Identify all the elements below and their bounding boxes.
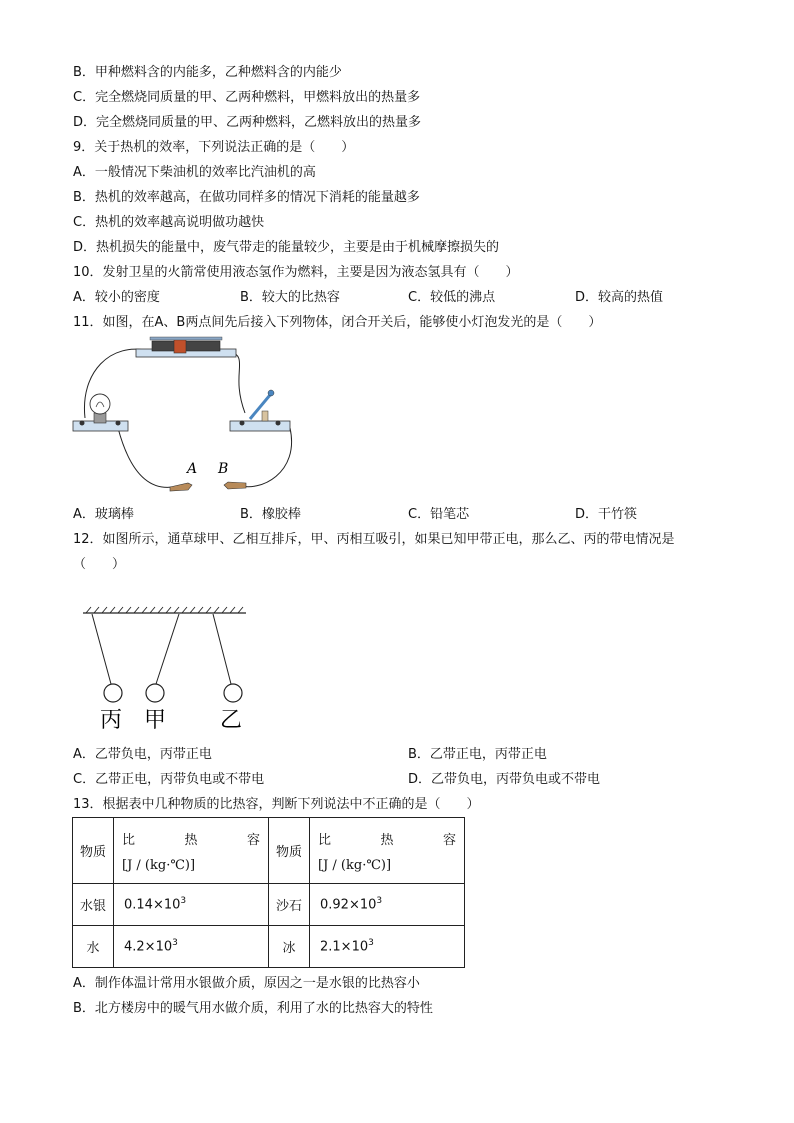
table-row: [73, 884, 465, 926]
value-cell: $0.92\times 10^3$: [310, 884, 465, 926]
q12-option-a: A．乙带负电，丙带正电: [73, 747, 212, 762]
header-material-2: 物质: [269, 818, 310, 884]
wire-bottom-right: [238, 428, 292, 487]
unit-label-2: [J / (kg·℃)]: [318, 857, 392, 873]
bulb-glass: [90, 394, 110, 414]
unit-label-1: [J / (kg·℃)]: [122, 857, 196, 873]
q12-option-c: C．乙带正电，丙带负电或不带电: [73, 772, 265, 787]
q8-option-d: D．完全燃烧同质量的甲、乙两种燃料，乙燃料放出的热量多: [73, 115, 422, 130]
header-material-1: 物质: [73, 818, 114, 884]
switch-terminal-left: [240, 421, 245, 426]
q11-option-c: C．铅笔芯: [408, 507, 470, 522]
switch-board: [230, 421, 290, 431]
pith-balls-diagram: [78, 605, 248, 735]
table-header-row: [73, 818, 465, 884]
q10-stem: 10．发射卫星的火箭常使用液态氢作为燃料，主要是因为液态氢具有（ ）: [73, 265, 519, 280]
q10-option-c: C．较低的沸点: [408, 290, 496, 305]
material-cell: 沙石: [269, 884, 310, 926]
q11-option-b: B．橡胶棒: [240, 507, 301, 522]
q9-option-c: C．热机的效率越高说明做功越快: [73, 215, 265, 230]
ball-yi: [224, 684, 242, 702]
wire-top-right: [230, 351, 245, 413]
switch-knob: [268, 390, 274, 396]
q11-stem: 11．如图，在A、B两点间先后接入下列物体，闭合开关后，能够使小灯泡发光的是（ ）: [73, 315, 602, 330]
ball-jia: [146, 684, 164, 702]
header-specific-heat-2: 比 热 容 [J / (kg·℃)]: [310, 818, 465, 884]
table-row: [73, 926, 465, 968]
q9-stem: 9．关于热机的效率，下列说法正确的是（ ）: [73, 140, 355, 155]
q13-option-b: B．北方楼房中的暖气用水做介质，利用了水的比热容大的特性: [73, 1001, 433, 1016]
q12-option-d: D．乙带负电，丙带负电或不带电: [408, 772, 601, 787]
wire-bottom-left: [118, 428, 178, 487]
q13-option-a: A．制作体温计常用水银做介质，原因之一是水银的比热容小: [73, 976, 420, 991]
thread-jia: [156, 614, 179, 684]
rheostat-slider: [174, 339, 186, 353]
q11-option-d: D．干竹筷: [575, 507, 638, 522]
label-b: B: [218, 461, 229, 477]
bulb-terminal-left: [80, 421, 85, 426]
circuit-diagram: [70, 333, 310, 503]
label-a: A: [187, 461, 198, 477]
rheostat-rod: [150, 337, 222, 340]
value-cell: $4.2\times 10^3$: [114, 926, 269, 968]
bulb-socket: [94, 413, 106, 423]
q8-option-c: C．完全燃烧同质量的甲、乙两种燃料，甲燃料放出的热量多: [73, 90, 421, 105]
value-cell: $0.14\times 10^3$: [114, 884, 269, 926]
q12-stem: 12．如图所示，通草球甲、乙相互排斥，甲、丙相互吸引，如果已知甲带正电，那么乙、丙的带电情况是: [73, 532, 675, 547]
q13-stem: 13．根据表中几种物质的比热容，判断下列说法中不正确的是（ ）: [73, 797, 480, 812]
thread-bing: [92, 614, 111, 684]
q10-option-d: D．较高的热值: [575, 290, 664, 305]
clip-a: [170, 483, 192, 491]
q9-option-d: D．热机损失的能量中，废气带走的能量较少，主要是由于机械摩擦损失的: [73, 240, 500, 255]
switch-terminal-right: [276, 421, 281, 426]
material-cell: 水: [73, 926, 114, 968]
label-yi: 乙: [220, 708, 243, 733]
material-cell: 冰: [269, 926, 310, 968]
ceiling-hatch: [86, 607, 243, 613]
label-jia: 甲: [144, 708, 167, 733]
q9-option-a: A．一般情况下柴油机的效率比汽油机的高: [73, 165, 316, 180]
material-cell: 水银: [73, 884, 114, 926]
q11-option-a: A．玻璃棒: [73, 507, 134, 522]
q8-option-b: B．甲种燃料含的内能多，乙种燃料含的内能少: [73, 65, 342, 80]
value-cell: $2.1\times 10^3$: [310, 926, 465, 968]
bulb-terminal-right: [116, 421, 121, 426]
label-bing: 丙: [100, 708, 123, 733]
ball-bing: [104, 684, 122, 702]
q10-option-b: B．较大的比热容: [240, 290, 340, 305]
q9-option-b: B．热机的效率越高，在做功同样多的情况下消耗的能量越多: [73, 190, 420, 205]
header-specific-heat-1: 比 热 容 [J / (kg·℃)]: [114, 818, 269, 884]
q10-option-a: A．较小的密度: [73, 290, 160, 305]
q12-option-b: B．乙带正电，丙带正电: [408, 747, 547, 762]
specific-heat-table: [72, 817, 465, 968]
thread-yi: [213, 614, 231, 684]
clip-b: [224, 482, 246, 489]
switch-contact: [262, 411, 268, 421]
q12-stem-continued: （ ）: [73, 557, 126, 572]
